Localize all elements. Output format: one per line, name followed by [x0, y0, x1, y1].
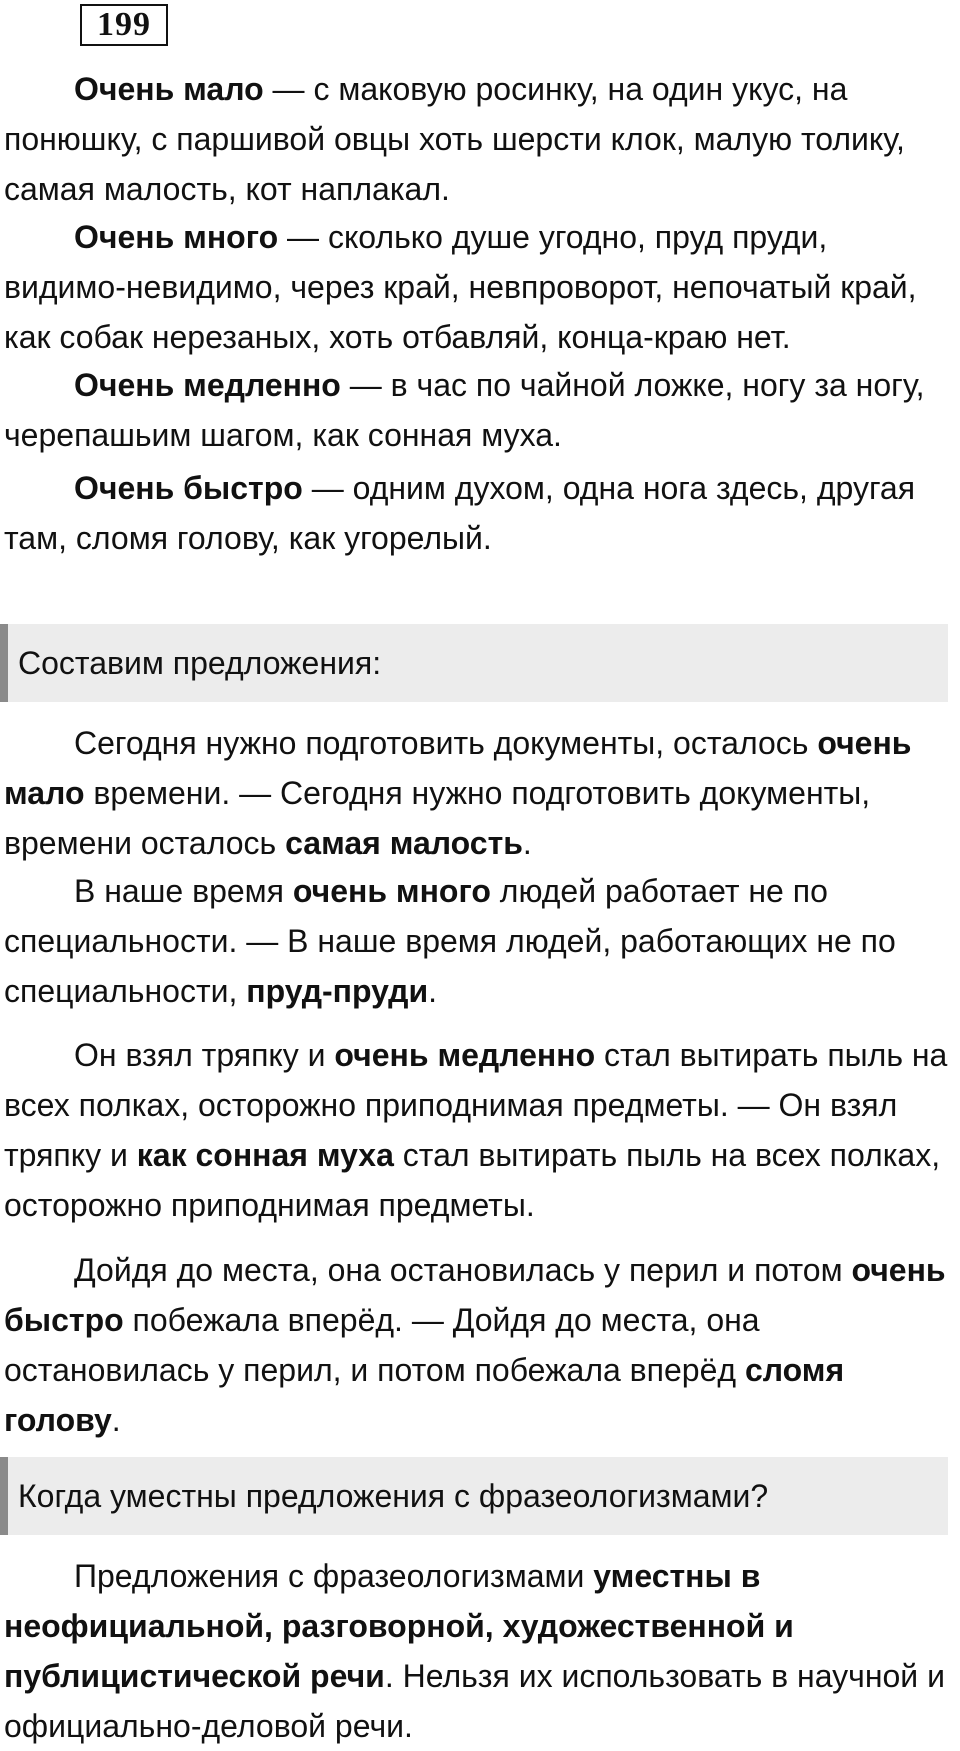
task-number: 199	[80, 4, 168, 46]
definition-text: — одним духом, одна нога здесь, другая там, сломя голову, как угорелый.	[4, 470, 916, 556]
text-segment: Сегодня нужно подготовить документы, осталось	[74, 725, 818, 761]
bold-phrase: очень быстро	[4, 1252, 946, 1338]
example-paragraph	[4, 866, 954, 1016]
text-segment: времени. — Сегодня нужно подготовить документы, времени осталось	[4, 775, 871, 861]
bold-phrase: как сонная муха	[136, 1137, 394, 1173]
bold-phrase: очень медленно	[334, 1037, 596, 1073]
definition-paragraph	[4, 360, 954, 460]
definition-paragraph	[4, 212, 954, 362]
bold-phrase: самая малость	[285, 825, 523, 861]
answer-paragraph	[4, 1551, 954, 1751]
bold-phrase: уместны в неофициальной, разговорной, художественной и публицистической речи	[4, 1558, 794, 1694]
text-segment: Он взял тряпку и	[74, 1037, 335, 1073]
section-heading: Составим предложения:	[0, 624, 948, 702]
text-segment: стал вытирать пыль на всех полках, осторожно приподнимая предметы. — Он взял тряпку и	[4, 1037, 948, 1173]
text-segment: побежала вперёд. — Дойдя до места, она остановилась у перил, и потом побежала вперёд	[4, 1302, 760, 1388]
text-segment: В наше время	[74, 873, 293, 909]
definition-text: — с маковую росинку, на один укус, на понюшку, с паршивой овцы хоть шерсти клок, малую толику, самая малость, кот наплакал.	[4, 71, 905, 207]
example-paragraph	[4, 1245, 954, 1445]
text-segment: .	[522, 825, 532, 861]
definition-paragraph	[4, 463, 954, 563]
definition-text: — сколько душе угодно, пруд пруди, видимо-невидимо, через край, невпроворот, непочатый край, как собак нерезаных, хоть отбавляй, конца-краю нет.	[4, 219, 917, 355]
text-segment: людей работает не по специальности. — В наше время людей, работающих не по специальности,	[4, 873, 896, 1009]
bold-phrase: очень мало	[4, 725, 912, 811]
text-segment: Предложения с фразеологизмами	[74, 1558, 594, 1594]
text-segment: .	[111, 1402, 121, 1438]
definition-term: Очень много	[74, 219, 279, 255]
text-segment: Дойдя до места, она остановилась у перил и потом	[74, 1252, 852, 1288]
example-paragraph	[4, 1030, 954, 1230]
text-segment: .	[428, 973, 437, 1009]
section-heading: Когда уместны предложения с фразеологизмами?	[0, 1457, 948, 1535]
text-segment: стал вытирать пыль на всех полках, осторожно приподнимая предметы.	[4, 1137, 941, 1223]
definition-paragraph	[4, 64, 954, 214]
definition-term: Очень быстро	[74, 470, 303, 506]
definition-term: Очень мало	[74, 71, 264, 107]
definition-term: Очень медленно	[74, 367, 341, 403]
example-paragraph	[4, 718, 954, 868]
bold-phrase: очень много	[292, 873, 491, 909]
bold-phrase: сломя голову	[4, 1352, 845, 1438]
text-segment: . Нельзя их использовать в научной и официально-деловой речи.	[4, 1658, 945, 1744]
bold-phrase: пруд-пруди	[246, 973, 429, 1009]
definition-text: — в час по чайной ложке, ногу за ногу, черепашьим шагом, как сонная муха.	[4, 367, 925, 453]
